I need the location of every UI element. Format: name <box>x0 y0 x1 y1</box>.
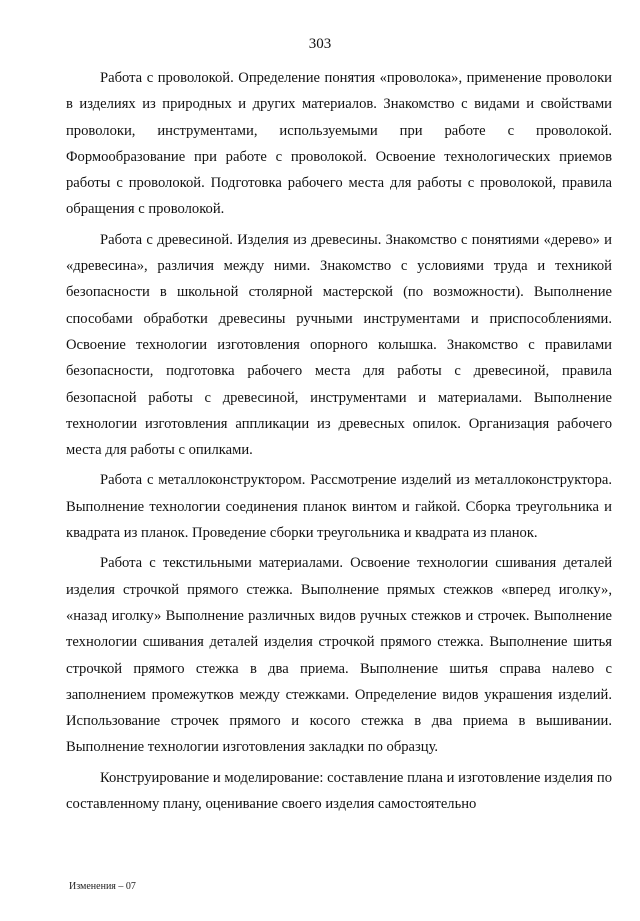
page-number: 303 <box>308 36 332 52</box>
paragraph-textile-work: Работа с текстильными материалами. Освоение технологии сшивания деталей изделия строчкой прямого стежка. Выполнение прямых стежков «вперед иголку», «назад иголку» Выполнение различных видов ручных стежков и строчек. Выполнение технологии сшивания деталей изделия строчкой прямого стежка. Выполнение шитья строчкой прямого стежка в два приема. Выполнение шитья справа налево с заполнением промежутков между стежками. Определение видов украшения изделий. Использование строчек прямого и косого стежка в два приема в вышивании. Выполнение технологии изготовления закладки по образцу. <box>66 555 612 756</box>
paragraph-metal-constructor: Работа с металлоконструктором. Рассмотрение изделий из металлоконструктора. Выполнение технологии соединения планок винтом и гайкой. Сборка треугольника и квадрата из планок. Проведение сборки треугольника и квадрата из планок. <box>66 472 612 542</box>
paragraph-wood-work: Работа с древесиной. Изделия из древесины. Знакомство с понятиями «дерево» и «древесина», различия между ними. Знакомство с условиями труда и техникой безопасности в школьной столярной мастерской (по возможности). Выполнение способами обработки древесины ручными инструментами и приспособлениями. Освоение технологии изготовления опорного колышка. Знакомство с правилами безопасности, подготовка рабочего места для работы с древесиной, правила безопасной работы с древесиной, инструментами и материалами. Выполнение технологии изготовления аппликации из древесных опилок. Организация рабочего места для работы с опилками. <box>66 231 612 459</box>
paragraph-design-modeling: Конструирование и моделирование: составление плана и изготовление изделия по составленному плану, оценивание своего изделия самостоятельно <box>66 769 612 813</box>
revision-footer: Изменения – 07 <box>69 881 136 892</box>
paragraph-wire-work: Работа с проволокой. Определение понятия «проволока», применение проволоки в изделиях из природных и других материалов. Знакомство с видами и свойствами проволоки, инструментами, используемыми при работе с проволокой. Формообразование при работе с проволокой. Освоение технологических приемов работы с проволокой. Подготовка рабочего места для работы с проволокой, правила обращения с проволокой. <box>66 70 612 218</box>
document-body <box>66 65 612 821</box>
